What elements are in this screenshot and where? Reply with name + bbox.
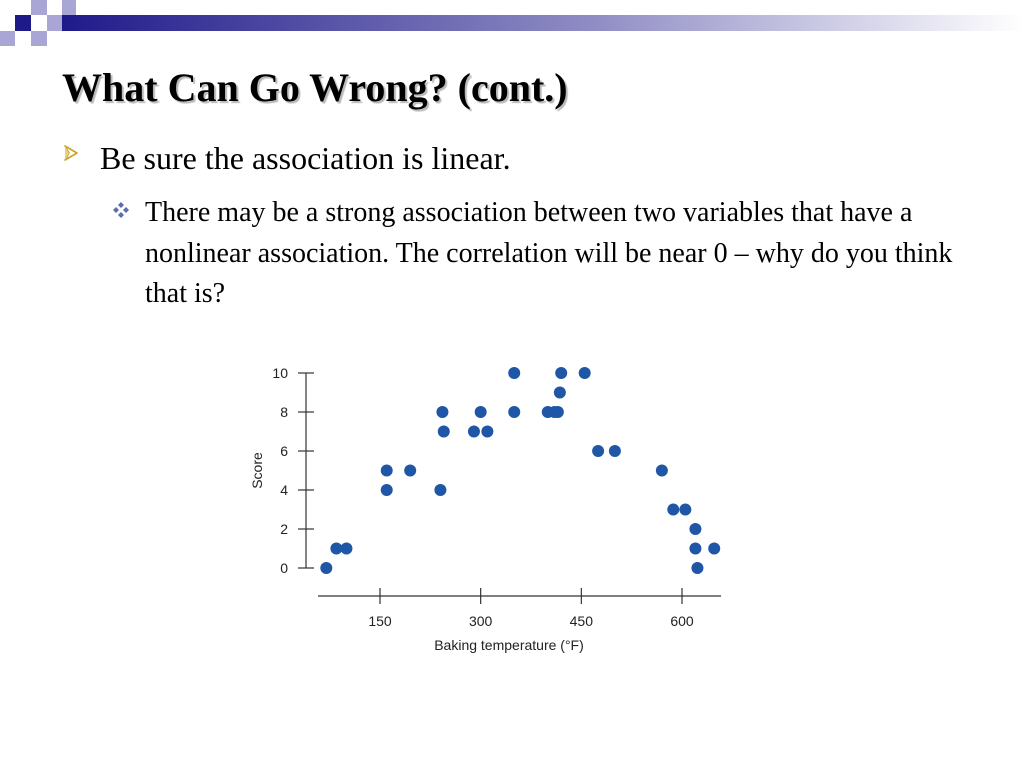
header-square [47, 15, 62, 31]
data-point [340, 543, 352, 555]
data-point [679, 504, 691, 516]
data-point [481, 426, 493, 438]
data-point [689, 543, 701, 555]
x-tick-label: 450 [569, 613, 594, 629]
diamond-cluster-bullet-icon [112, 193, 145, 224]
header-gradient-bar [62, 15, 1024, 31]
x-tick-label: 150 [368, 613, 392, 629]
y-tick-label: 8 [280, 404, 288, 420]
data-point [667, 504, 679, 516]
data-point [691, 562, 703, 574]
data-point [468, 426, 480, 438]
slide-title: What Can Go Wrong? (cont.) [62, 65, 568, 110]
bullet-main [62, 138, 1002, 178]
y-tick-label: 4 [280, 482, 288, 498]
data-point [555, 367, 567, 379]
data-point [508, 406, 520, 418]
data-point [579, 367, 591, 379]
data-point [438, 426, 450, 438]
y-tick-label: 6 [280, 443, 288, 459]
data-point [436, 406, 448, 418]
header-square [0, 31, 15, 46]
data-point [434, 484, 446, 496]
data-point [508, 367, 520, 379]
y-tick-label: 10 [272, 365, 288, 381]
x-axis-title: Baking temperature (°F) [434, 637, 584, 653]
bullet-sub-text: There may be a strong association between two variables that have a nonlinear association. The correlation will be near 0 – why do you think that is? [145, 197, 953, 309]
scatter-chart [238, 355, 738, 665]
data-point [656, 465, 668, 477]
arrowhead-bullet-icon [62, 138, 100, 167]
header-square [31, 31, 47, 46]
x-tick-label: 600 [670, 613, 694, 629]
header-square [62, 0, 76, 15]
y-tick-label: 2 [280, 521, 288, 537]
data-point [475, 406, 487, 418]
data-point [552, 406, 564, 418]
x-tick-label: 300 [468, 613, 493, 629]
header-square [15, 15, 31, 31]
bullet-sub [112, 193, 992, 315]
data-point [708, 543, 720, 555]
data-point [404, 465, 416, 477]
header-square [31, 0, 47, 15]
data-point [320, 562, 332, 574]
y-axis-title: Score [249, 452, 265, 489]
data-point [609, 445, 621, 457]
data-point [592, 445, 604, 457]
data-point [554, 387, 566, 399]
data-point [381, 484, 393, 496]
data-point [689, 523, 701, 535]
data-point [381, 465, 393, 477]
bullet-main-text: Be sure the association is linear. [100, 140, 511, 176]
y-tick-label: 0 [280, 560, 288, 576]
header-decoration [0, 0, 1024, 48]
